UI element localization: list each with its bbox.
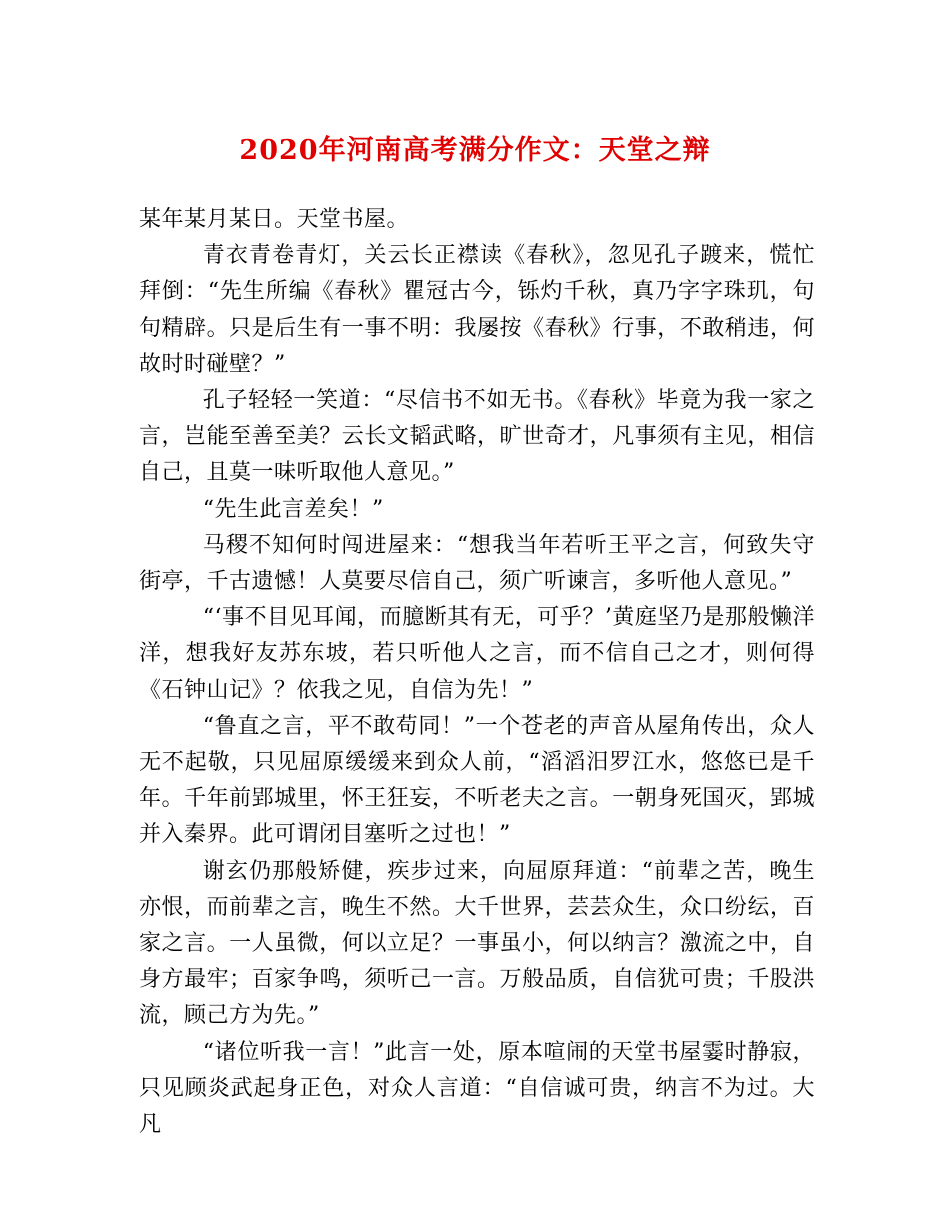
paragraph-2: 青衣青卷青灯，关云长正襟读《春秋》，忽见孔子踱来，慌忙拜倒：“先生所编《春秋》瞿冠古今，铄灼千秋，真乃字字珠玑，句句精辟。只是后生有一事不明：我屡按《春秋》行事，不敢稍违，何故时时碰壁？” [139, 243, 815, 377]
paragraph-1: 某年某月某日。天堂书屋。 [139, 207, 410, 232]
paragraph-3: 孔子轻轻一笑道：“尽信书不如无书。《春秋》毕竟为我一家之言，岂能至善至美？云长文韬武略，旷世奇才，凡事须有主见，相信自己，且莫一味听取他人意见。” [139, 388, 815, 486]
document-title: 2020年河南高考满分作文：天堂之辩 [239, 135, 711, 166]
paragraph-9: “诸位听我一言！”此言一处，原本喧闹的天堂书屋霎时静寂，只见顾炎武起身正色，对众人言道：“自信诚可贵，纳言不为过。大凡 [139, 1039, 815, 1138]
paragraph-7: “鲁直之言，平不敢苟同！”一个苍老的声音从屋角传出，众人无不起敬，只见屈原缓缓来到众人前，“滔滔汨罗江水，悠悠已是千年。千年前郢城里，怀王狂妄，不听老夫之言。一朝身死国灭，郢城并入秦界。此可谓闭目塞听之过也！” [139, 713, 815, 848]
paragraph-4: “先生此言差矣！” [202, 496, 384, 522]
paragraph-8: 谢玄仍那般矫健，疾步过来，向屈原拜道：“前辈之苦，晚生亦恨，而前辈之言，晚生不然。大千世界，芸芸众生，众口纷纭，百家之言。一人虽微，何以立足？一事虽小，何以纳言？激流之中，自身方最牢；百家争鸣，须听己一言。万般品质，自信犹可贵；千股洪流，顾己方为先。” [139, 858, 815, 1029]
article-body [139, 202, 815, 1143]
paragraph-6: “‘事不目见耳闻，而臆断其有无，可乎？’黄庭坚乃是那般懒洋洋，想我好友苏东坡，若只听他人之言，而不信自己之才，则何得《石钟山记》？依我之见，自信为先！” [139, 605, 815, 703]
paragraph-5: 马稷不知何时闯进屋来：“想我当年若听王平之言，何致失守街亭，千古遗憾！人莫要尽信自己，须广听谏言，多听他人意见。” [139, 532, 815, 595]
